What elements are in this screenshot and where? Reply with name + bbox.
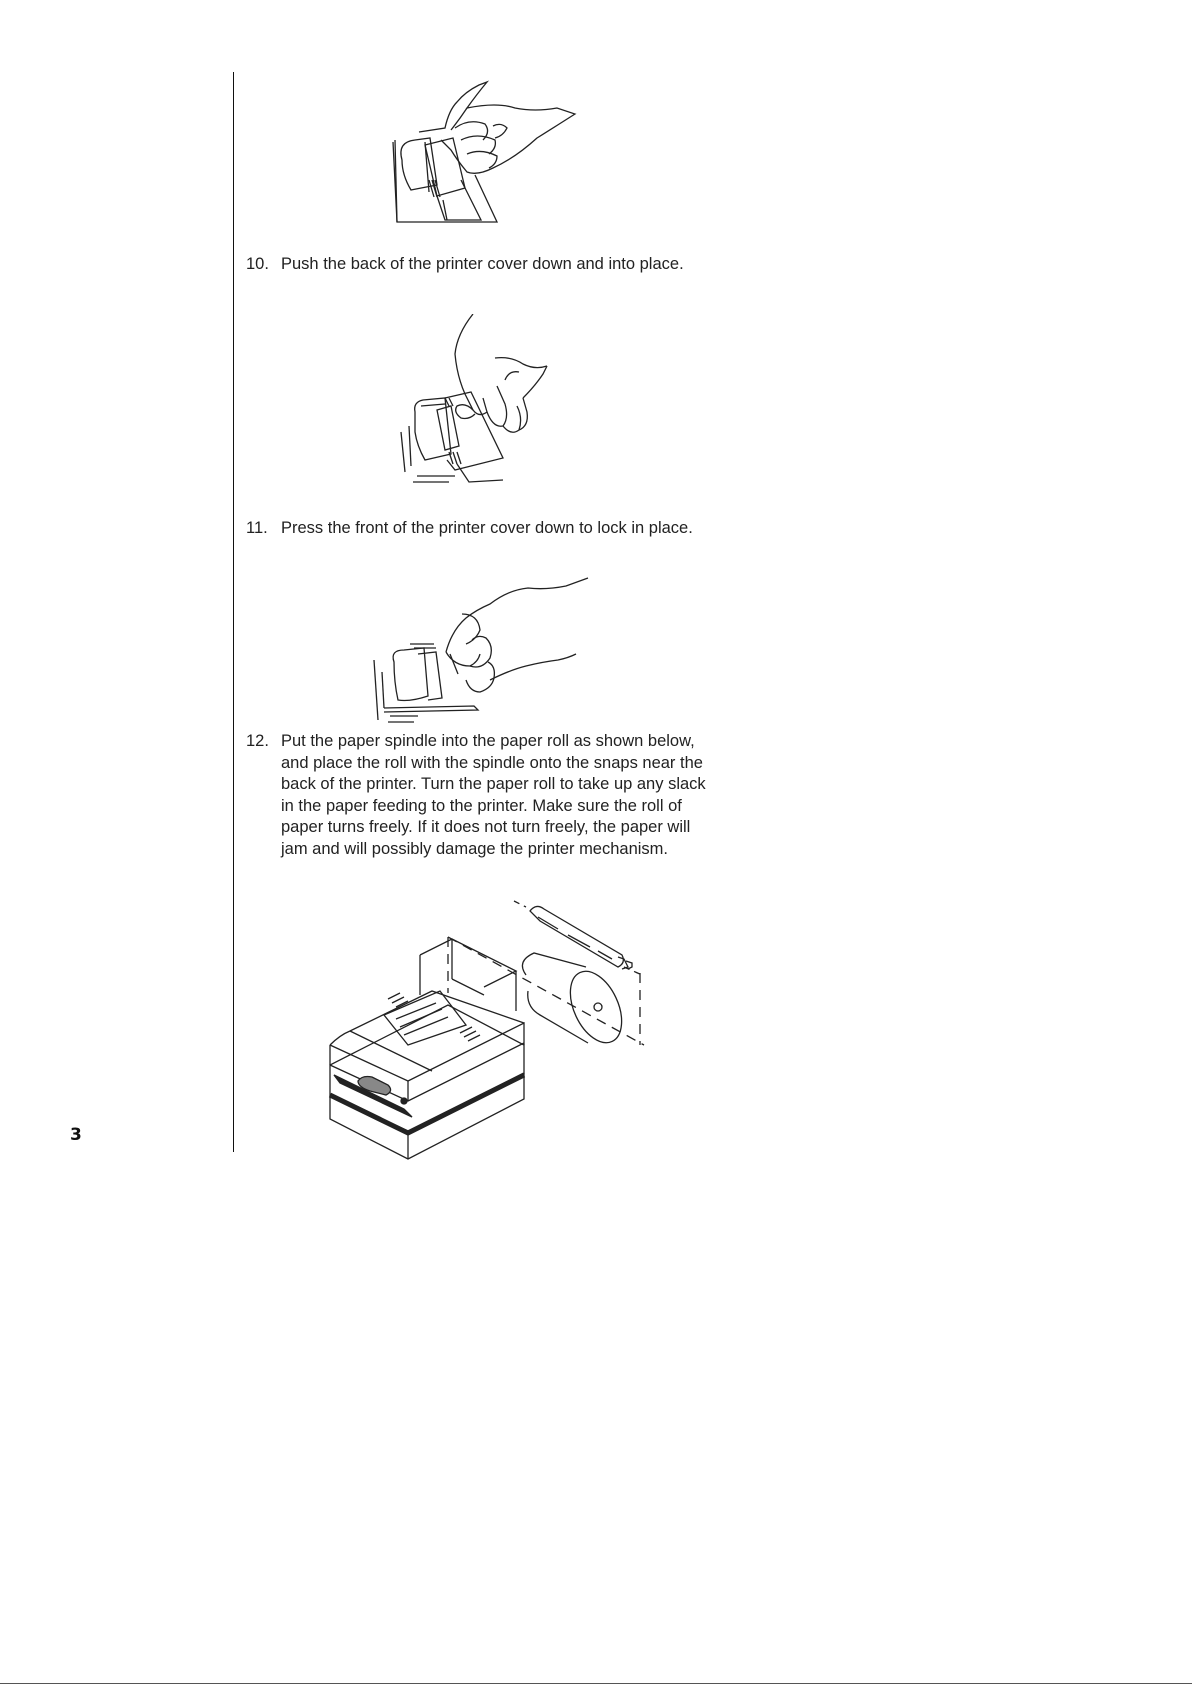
- step-text: Put the paper spindle into the paper roll as shown below, and place the roll with the spindle onto the snaps near the back of the printer. Turn the paper roll to take up any slack in the paper feeding to the printer. Make sure the roll of paper turns freely. If it does not turn freely, the paper will jam and will possibly damage the printer mechanism.: [281, 732, 706, 858]
- page-number: 3: [70, 1125, 82, 1145]
- margin-rule: [233, 72, 234, 1152]
- hand-holding-cover-illustration: [385, 80, 585, 230]
- step-12: [246, 731, 716, 860]
- step-number: 12.: [246, 732, 269, 750]
- bottom-rule: [0, 1683, 1192, 1684]
- step-number: 10.: [246, 255, 269, 273]
- hand-pushing-cover-back-illustration: [395, 314, 575, 484]
- step-number: 11.: [246, 519, 268, 537]
- step-text: Press the front of the printer cover down to lock in place.: [281, 519, 693, 537]
- step-10: [246, 254, 716, 276]
- step-11: [246, 518, 716, 540]
- hand-pressing-cover-front-illustration: [370, 574, 600, 724]
- printer-paper-roll-spindle-illustration: [300, 895, 660, 1170]
- step-text: Push the back of the printer cover down and into place.: [281, 255, 684, 273]
